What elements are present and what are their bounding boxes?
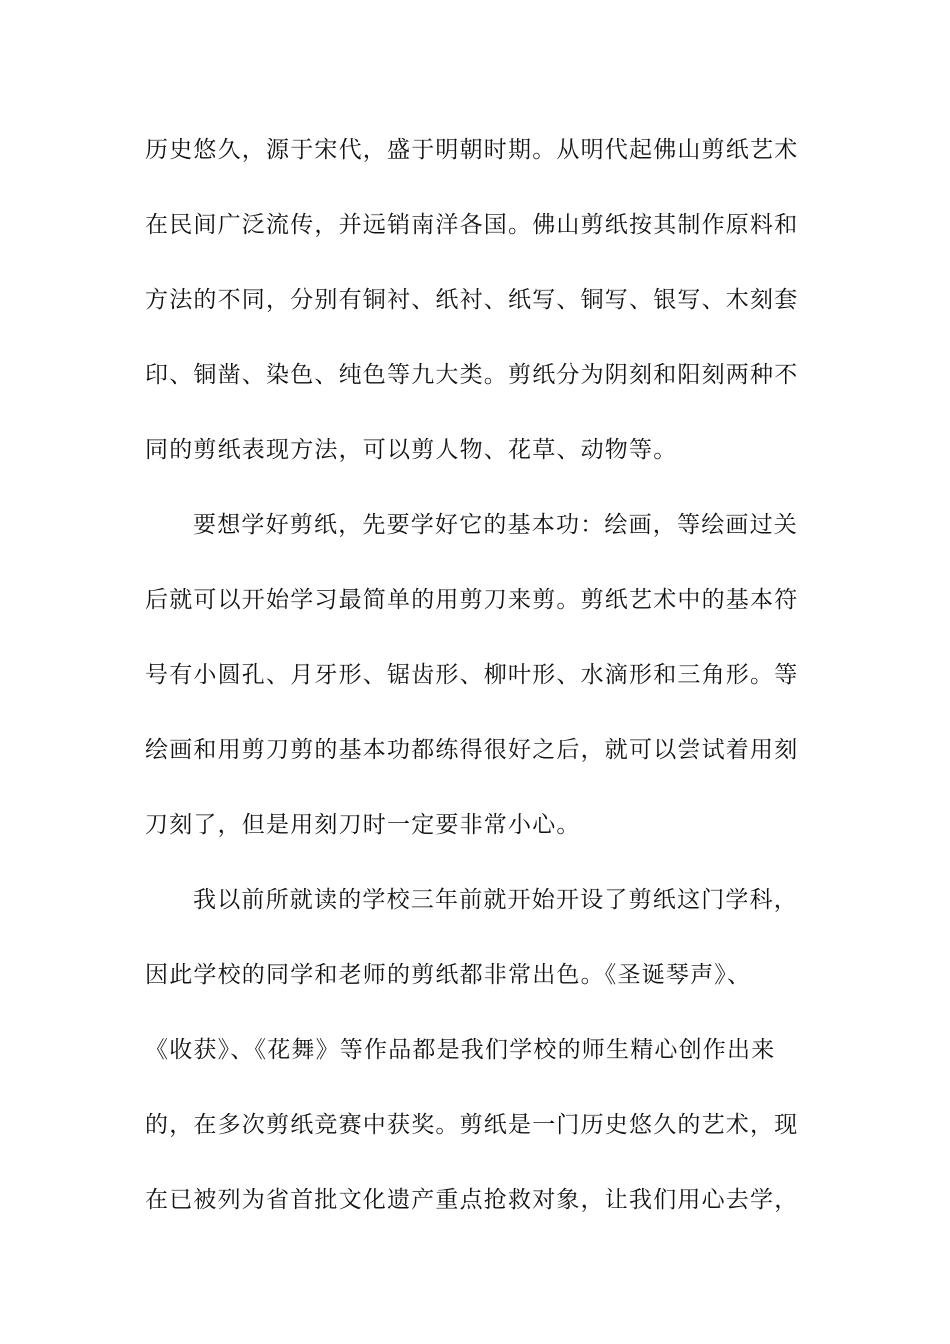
- text-line: 同的剪纸表现方法，可以剪人物、花草、动物等。: [145, 437, 678, 463]
- text-line: 因此学校的同学和老师的剪纸都非常出色。《圣诞琴声》、: [145, 962, 752, 988]
- text-line: 刀刻了，但是用刻刀时一定要非常小心。: [145, 812, 581, 838]
- text-line: 号有小圆孔、月牙形、锯齿形、柳叶形、水滴形和三角形。等: [145, 662, 799, 688]
- text-line: 方法的不同，分别有铜衬、纸衬、纸写、铜写、银写、木刻套: [145, 287, 799, 313]
- text-line: 绘画和用剪刀剪的基本功都练得很好之后，就可以尝试着用刻: [145, 737, 799, 763]
- text-line: 的，在多次剪纸竞赛中获奖。剪纸是一门历史悠久的艺术，现: [145, 1112, 799, 1138]
- text-line: 在民间广泛流传，并远销南洋各国。佛山剪纸按其制作原料和: [145, 212, 799, 238]
- text-line: 在已被列为省首批文化遗产重点抢救对象，让我们用心去学，: [145, 1187, 799, 1213]
- text-line: 印、铜凿、染色、纯色等九大类。剪纸分为阴刻和阳刻两种不: [145, 362, 799, 388]
- text-line: 历史悠久，源于宋代，盛于明朝时期。从明代起佛山剪纸艺术: [145, 137, 799, 163]
- paragraph-first-line: 我以前所就读的学校三年前就开始开设了剪纸这门学科，: [193, 887, 798, 913]
- text-line: 《收获》、《花舞》等作品都是我们学校的师生精心创作出来: [145, 1037, 776, 1063]
- paragraph-first-line: 要想学好剪纸，先要学好它的基本功：绘画，等绘画过关: [193, 512, 798, 538]
- text-line: 后就可以开始学习最简单的用剪刀来剪。剪纸艺术中的基本符: [145, 587, 799, 613]
